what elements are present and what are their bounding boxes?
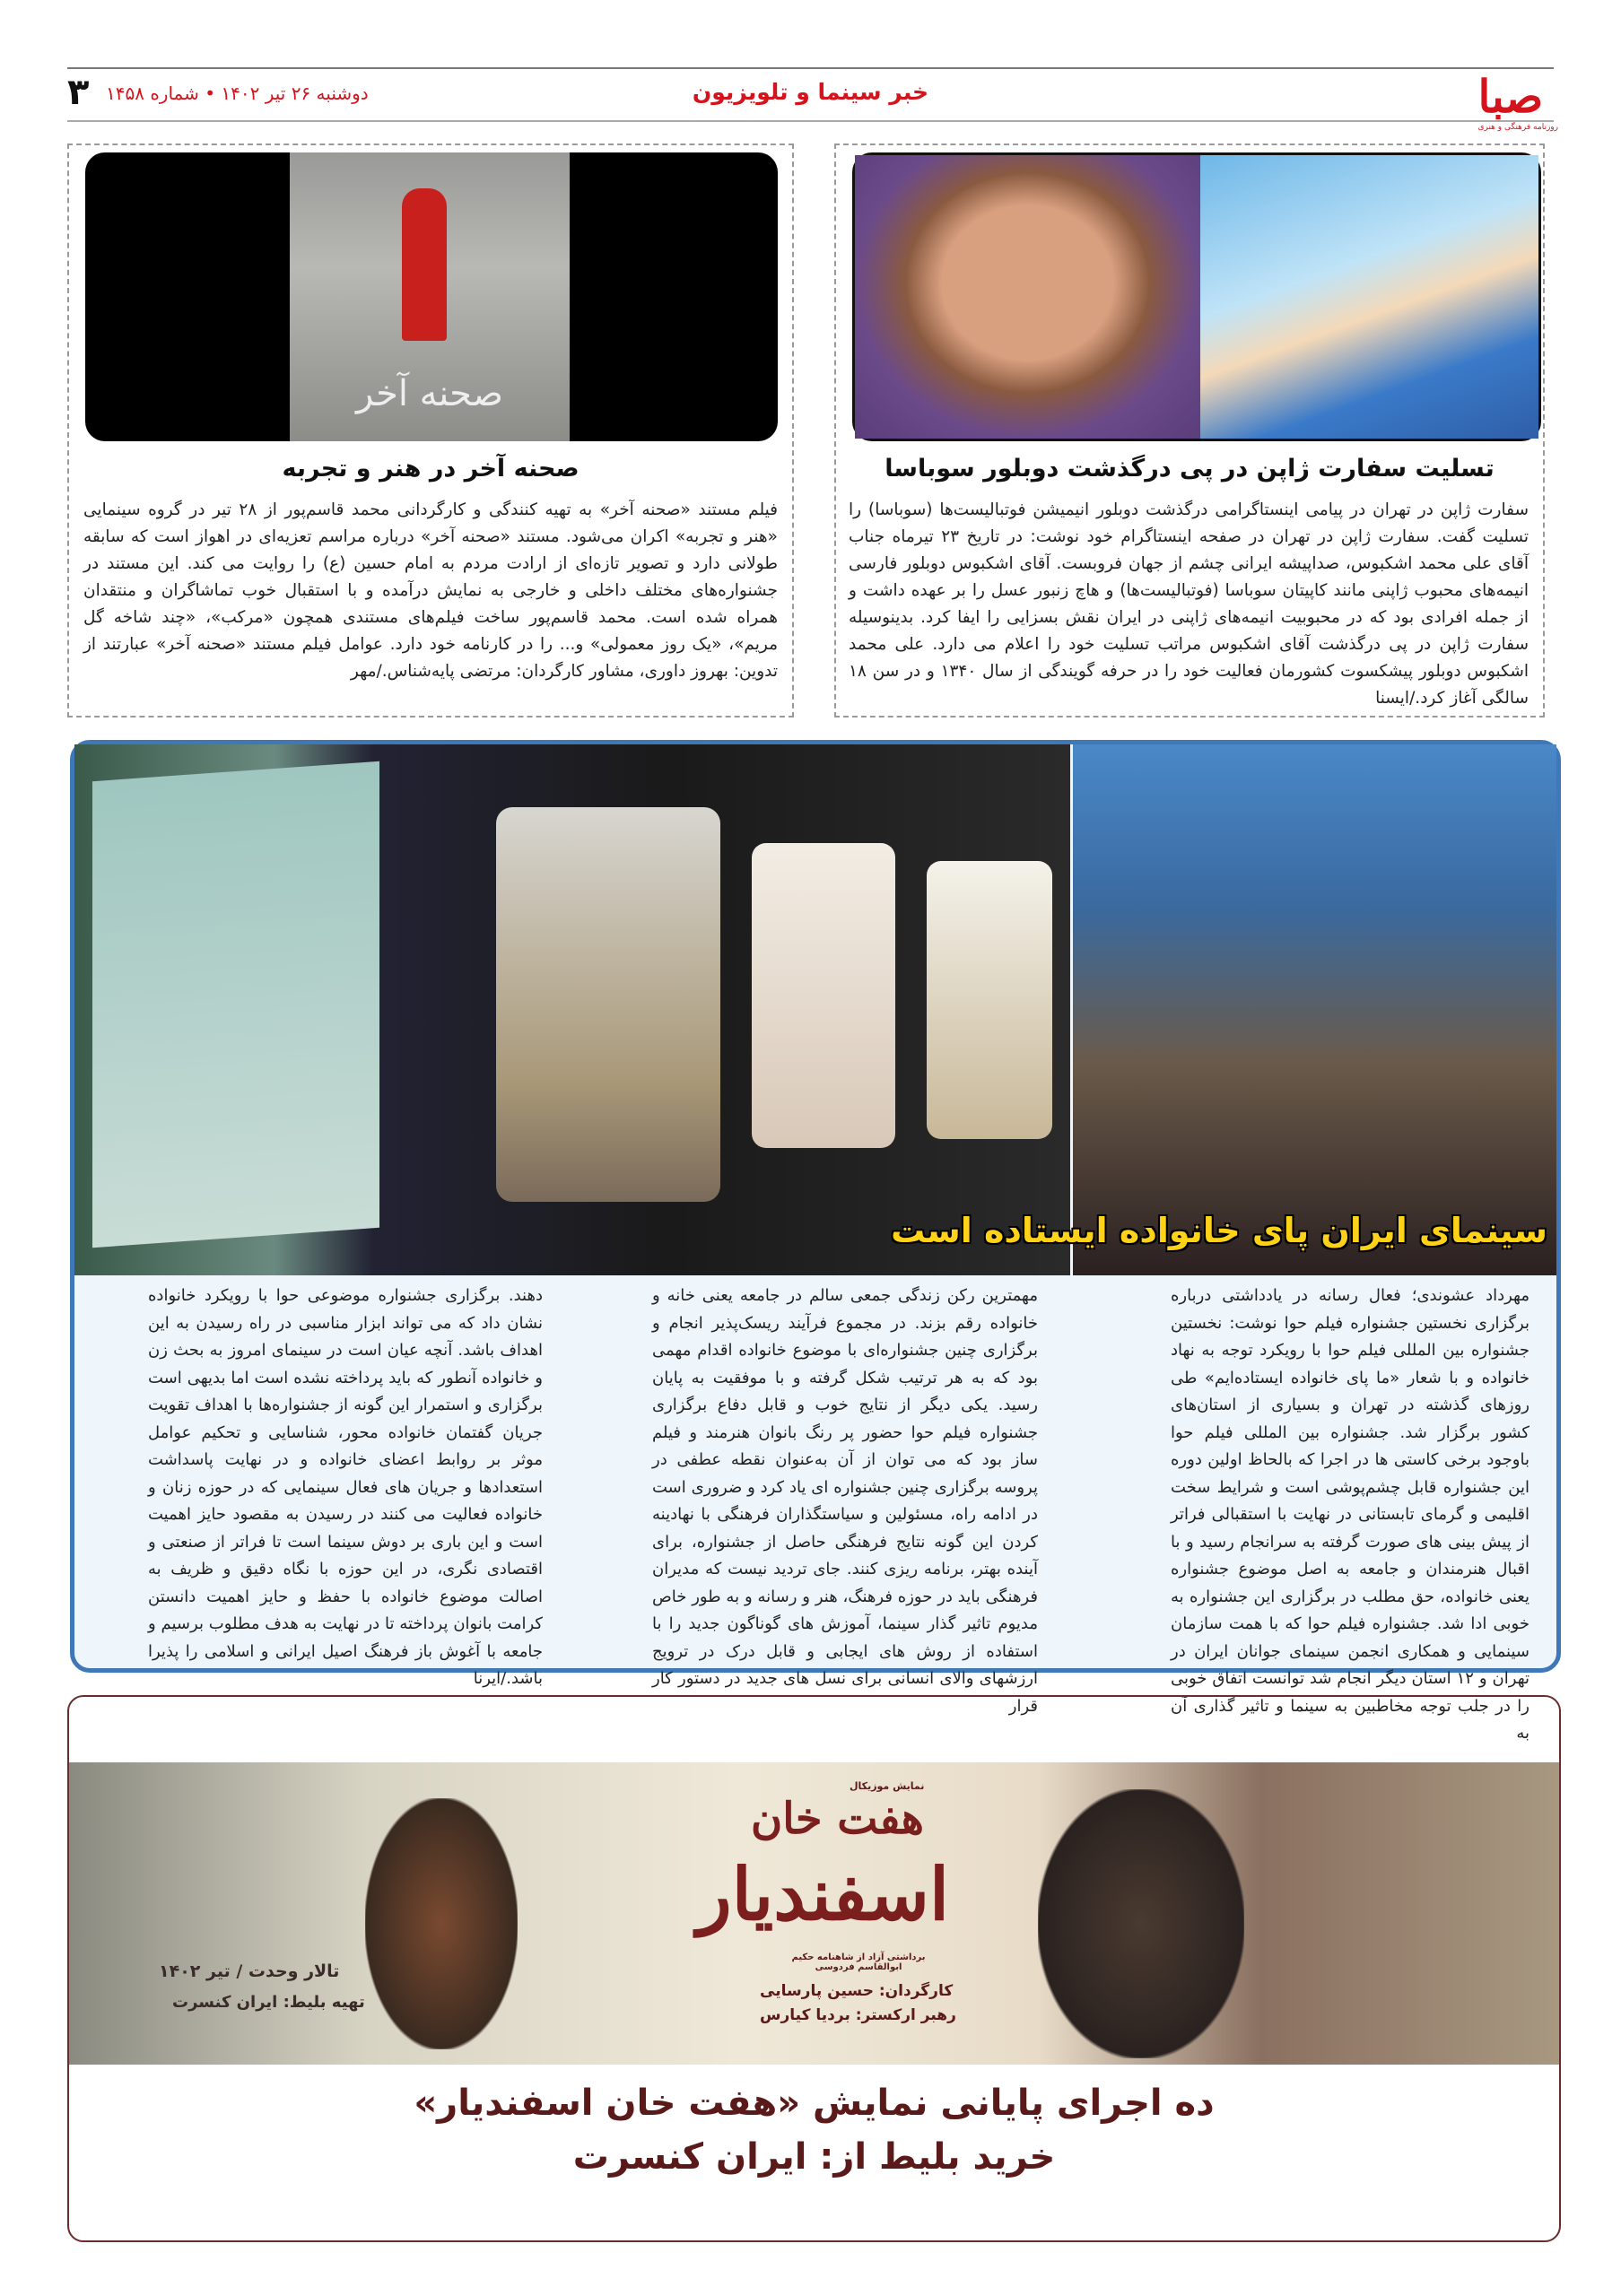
ad-source: برداشتی آزاد از شاهنامه حکیم ابوالقاسم فردوسی xyxy=(791,1952,926,1972)
ad-banner-image[interactable] xyxy=(69,1762,1559,2065)
poster-zahra xyxy=(92,761,379,1248)
red-robed-figure xyxy=(402,188,447,341)
article-headline: تسلیت سفارت ژاپن در پی درگذشت دوبلور سوباسا xyxy=(885,455,1495,483)
newspaper-logo: صبا روزنامه فرهنگی و هنری xyxy=(1477,70,1558,132)
article-photo xyxy=(85,152,778,441)
dubber-portrait xyxy=(855,155,1200,439)
article-body: فیلم مستند «صحنه آخر» به تهیه کنندگی و کارگردانی محمد قاسم‌پور از ۲۸ تیر در گروه سینمایی «هنر و تجربه» اکران می‌شود. مستند «صحنه آخر» درباره مراسم تعزیه‌ای در اهواز است که سابقه طولانی دارد و تصویر تازه‌ای از ارادت مردم به امام حسین (ع) را روایت می کند. این مستند در جشنواره‌های مختلف داخلی و خارجی به نمایش درآمده و با استقبال خوب تماشاگران و منتقدان همراه شده است. محمد قاسم‌پور ساخت فیلم‌های مستندی همچون «مرکب»، «چند شاخه گل مریم»، «یک روز معمولی» و... را در کارنامه خود دارد. عوامل فیلم مستند «صحنه آخر» عبارتند از تدوین: بهروز داوری، مشاور کارگردان: مرتضی پایه‌شناس./مهر xyxy=(83,500,779,681)
ad-director: کارگردان: حسین پارسایی xyxy=(760,1982,954,2000)
warrior-left xyxy=(365,1798,518,2049)
poster-title: صحنه آخر xyxy=(356,373,503,414)
poster-three xyxy=(752,843,895,1148)
feature-column-3: دهند. برگزاری جشنواره موضوعی حوا با رویکرد خانواده نشان داد که می تواند ابزار مناسبی در راه رسیدن به این اهداف باشد. آنچه عیان است در سینمای امروز به بحث زن و خانواده آنطور که باید پرداخته نشده است اما بدیهی است برگزاری و استمرار این گونه از جشنواره‌ها با اهداف تقویت جریان گفتمان خانواده محور، شناسایی و تحکیم عوامل موثر بر روابط اعضای خانواده و در نهایت پاسداشت استعدادها و جریان های فعال سینمایی که در حوزه زنان و خانواده فعالیت می کنند در رسیدن به مقصود حایز اهمیت است و این باری بر دوش سینما است تا فراتر از صنعتی و اقتصادی نگری، در این حوزه با نگاه دقیق و ظریف به اصالت موضوع خانواده با حفظ و حایز اهمیت دانستن کرامت بانوان پرداخته تا در نهایت به هدف مطلوب برسیم و جامعه با آغوش باز فرهنگ اصیل ایرانی و اسلامی را پذیرا باشد./ایرنا xyxy=(148,1286,543,1688)
header-bottom-rule xyxy=(67,120,1554,122)
warrior-right xyxy=(1038,1789,1244,2058)
article-sobasa xyxy=(834,144,1545,718)
feature-column-1: مهرداد عشوندی؛ فعال رسانه در یادداشتی درباره برگزاری نخستین جشنواره فیلم حوا نوشت: نخستین جشنواره بین المللی فیلم حوا با رویکرد توجه به نهاد خانواده و با شعار «ما پای خانواده ایستاده‌ایم» طی روزهای گذشته در تهران و بسیاری از استان‌های کشور برگزار شد. جشنواره بین المللی فیلم حوا باوجود برخی کاستی ها در اجرا که بالحاظ اولین دوره این جشنواره قابل چشم‌پوشی است و شرایط سخت اقلیمی و گرمای تابستانی در نهایت با استقبالی فراتر از پیش بینی های صورت گرفته به سرانجام رسید و با اقبال هنرمندان و جامعه به اصل موضوع جشنواره یعنی خانواده، حق مطلب در برگزاری این جشنواره به خوبی ادا شد. جشنواره فیلم حوا که با همت سازمان سینمایی و همکاری انجمن سینمای جوانان ایران در تهران و ۱۲ استان دیگر انجام شد توانست اتفاق خوبی را در جلب توجه مخاطبین به سینما و تاثیر گذاری آن به xyxy=(1171,1286,1530,1743)
article-last-scene xyxy=(67,144,794,718)
article-photo xyxy=(852,152,1541,441)
ad-conductor: رهبر ارکستر: بردیا کیارس xyxy=(760,2006,956,2024)
advertisement-haft-khan xyxy=(67,1695,1561,2242)
article-body: سفارت ژاپن در تهران در پیامی اینستاگرامی درگذشت دوبلور انیمیشن فوتبالیست‌ها (سوباسا) را تسلیت گفت. سفارت ژاپن در تهران در صفحه اینستاگرام خود نوشت: در تاریخ ۲۳ تیرماه جناب آقای علی محمد اشکبوس، صداپیشه ایرانی چشم از جهان فروبست. آقای اشکبوس دوبلور فارسی انیمه‌های محبوب ژاپنی مانند کاپیتان سوباسا (فوتبالیست‌ها) و هاچ زنبور عسل را بر عهده داشت و از جمله افرادی بود که در محبوبیت انیمه‌های ژاپنی در ایران نقش بسزایی را ایفا کرد. بدینوسیله سفارت ژاپن در پی درگذشت آقای اشکبوس مراتب تسلیت خود را اعلام می دارد. علی محمد اشکبوس دوبلور پیشکسوت کشورمان فعالیت خود را در حرفه گویندگی از سال ۱۳۴۰ و در سن ۱۸ سالگی آغاز کرد./ایسنا xyxy=(849,500,1529,708)
feature-column-2: مهمترین رکن زندگی جمعی سالم در جامعه یعنی خانه و خانواده رقم بزند. در مجموع فرآیند ریسک‌پذیر انجام و برگزاری چنین جشنواره‌ای با موضوع خانواده اقدام مهمی بود که به هر ترتیب شکل گرفته و با موفقیت به پایان رسید. یکی دیگر از نتایج خوب و قابل دفاع برگزاری جشنواره فیلم حوا حضور پر رنگ بانوان هنرمند و فیلم ساز بود که می توان از آن به‌عنوان نقطه عطفی در پروسه برگزاری چنین جشنواره ای یاد کرد و ضروری است در ادامه راه، مسئولین و سیاستگذاران فرهنگی با نهادینه کردن این گونه نتایج فرهنگی حاصل از جشنواره، برای آینده بهتر، برنامه ریزی کنند. جای تردید نیست که مدیران فرهنگی باید در حوزه فرهنگ، هنر و رسانه و به طور خاص مدیوم تاثیر گذار سینما، آموزش های گوناگون جدید را با استفاده از روش های ایجابی و قابل درک در ترویج ارزشهای والای انسانی برای نسل های جدید در دستور کار قرار xyxy=(652,1286,1038,1716)
festival-posters-photo xyxy=(74,744,1070,1275)
issue-date: دوشنبه ۲۶ تیر ۱۴۰۲ • شماره ۱۴۵۸ xyxy=(106,83,369,104)
page-number: ۳ xyxy=(67,72,90,113)
crowd-photo xyxy=(1073,744,1556,1275)
film-poster xyxy=(290,152,570,441)
ad-title-line1: هفت خان xyxy=(751,1794,924,1844)
ad-show-type: نمایش موزیکال xyxy=(850,1780,925,1792)
feature-headline: سینمای ایران پای خانواده ایستاده است xyxy=(891,1211,1547,1250)
section-title: خبر سینما و تلویزیون xyxy=(692,79,929,105)
poster-woman-megaphone xyxy=(496,807,720,1202)
ad-venue: تالار وحدت / تیر ۱۴۰۲ xyxy=(159,1961,340,1981)
ad-headline: ده اجرای پایانی نمایش «هفت خان اسفندیار» xyxy=(414,2083,1215,2124)
header-top-rule xyxy=(67,67,1554,69)
ad-ticket-headline[interactable]: خرید بلیط از: ایران کنسرت xyxy=(572,2136,1056,2178)
article-headline: صحنه آخر در هنر و تجربه xyxy=(282,455,580,483)
feature-article xyxy=(70,740,1561,1743)
poster-four xyxy=(927,861,1052,1139)
anime-still xyxy=(1200,155,1538,439)
ad-title-line2: اسفندیار xyxy=(697,1852,950,1936)
ad-ticket-info: تهیه بلیط: ایران کنسرت xyxy=(172,1993,365,2012)
